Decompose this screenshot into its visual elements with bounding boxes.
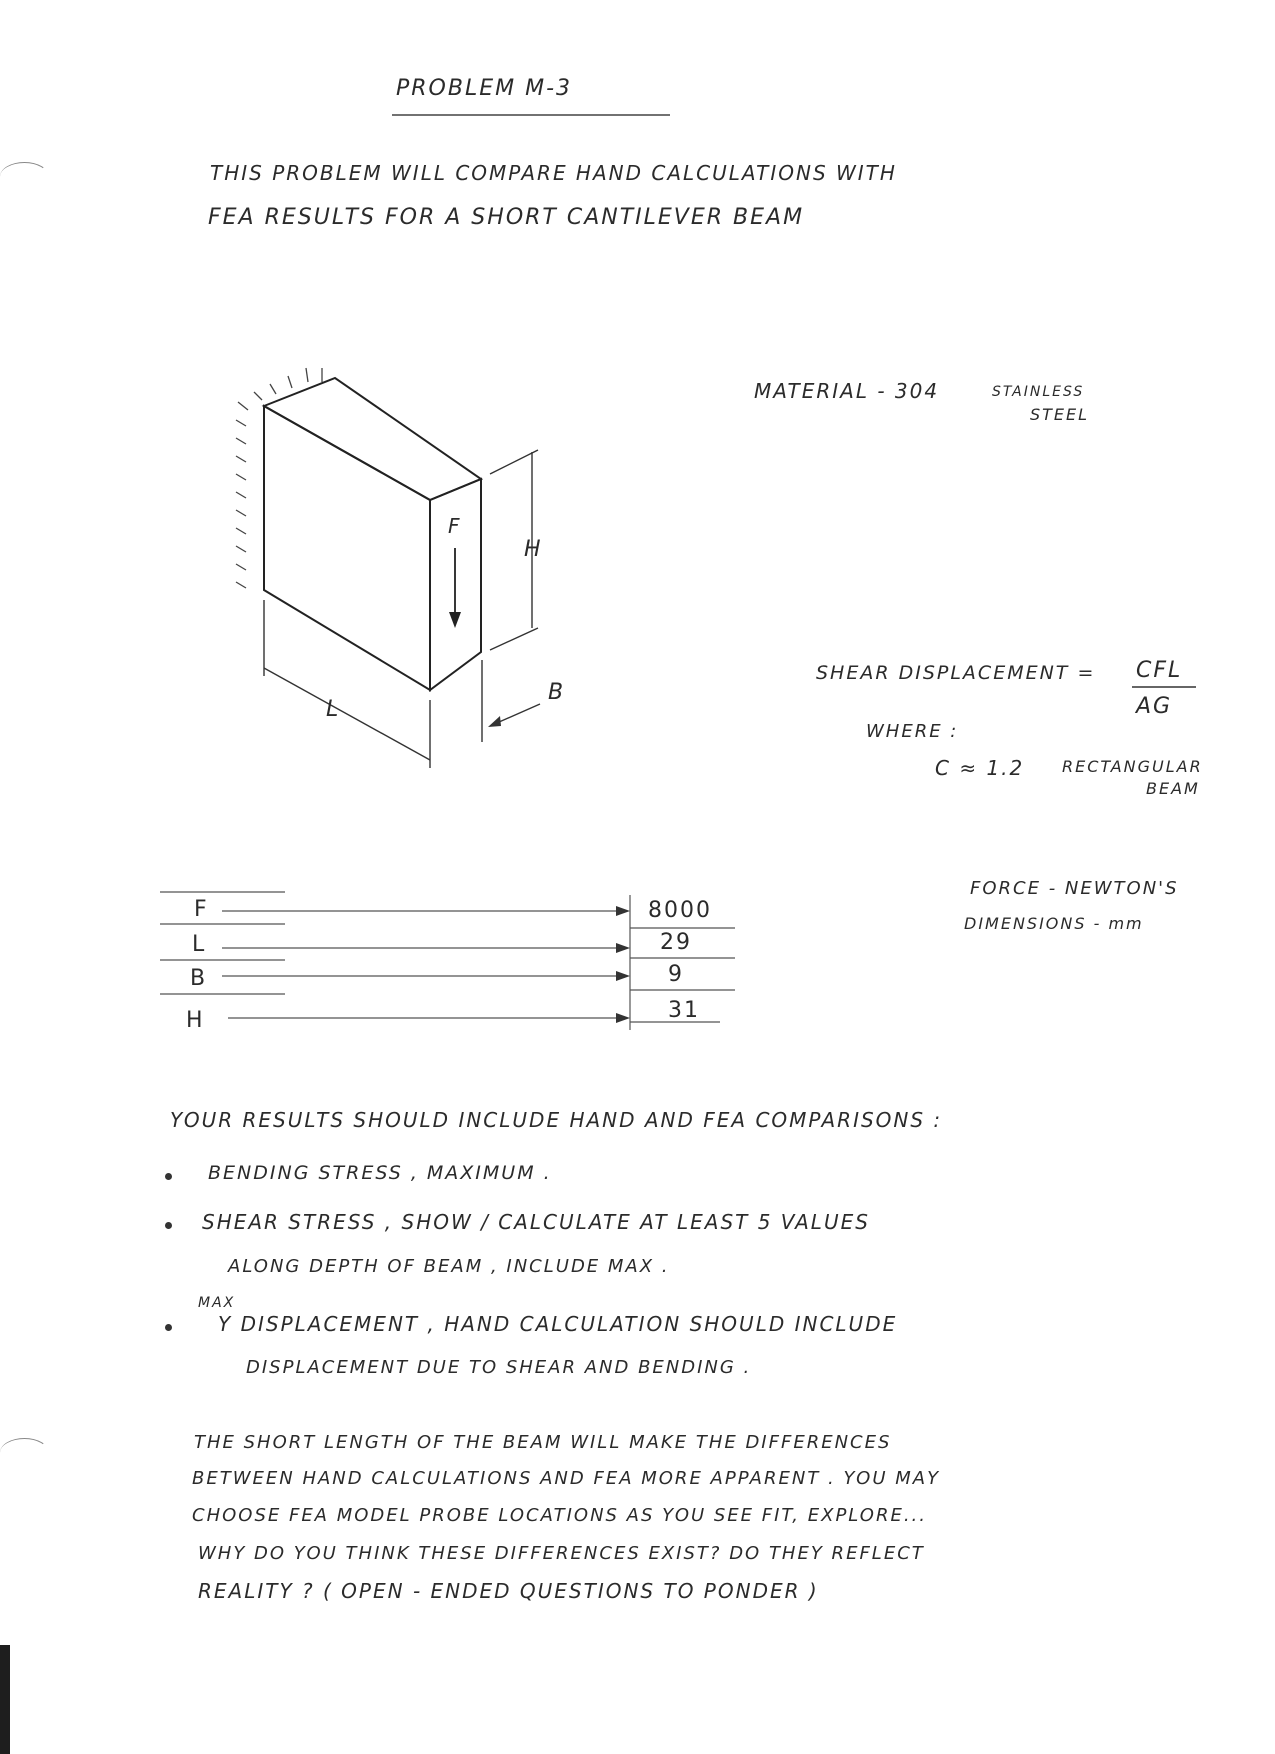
length-label: L (326, 697, 341, 722)
table-value-b: 9 (668, 962, 684, 987)
intro-line-2: FEA RESULTS FOR A SHORT CANTILEVER BEAM (208, 205, 805, 230)
width-dimension (482, 660, 540, 742)
height-label: H (524, 537, 543, 562)
table-symbol-h: H (186, 1008, 205, 1033)
bullet-2-line-1: SHEAR STRESS , SHOW / CALCULATE AT LEAST 5 VALUES (202, 1210, 870, 1234)
shear-displacement-label: SHEAR DISPLACEMENT = (816, 662, 1096, 684)
length-dimension (264, 600, 430, 768)
table-symbol-f: F (194, 897, 209, 922)
shear-constant-note-line-1: RECTANGULAR (1062, 757, 1203, 776)
force-label: F (448, 514, 462, 538)
intro-line-1: THIS PROBLEM WILL COMPARE HAND CALCULATIONS WITH (210, 161, 897, 185)
bullet-3-line-2: DISPLACEMENT DUE TO SHEAR AND BENDING . (246, 1357, 752, 1378)
table-value-f: 8000 (648, 898, 712, 923)
closing-line-3: CHOOSE FEA MODEL PROBE LOCATIONS AS YOU SEE FIT, EXPLORE... (192, 1505, 927, 1526)
bullet-3-max-label: MAX (198, 1295, 236, 1311)
bullet-1-text: BENDING STRESS , MAXIMUM . (208, 1162, 552, 1184)
force-arrow (449, 548, 461, 628)
table-value-l: 29 (660, 930, 692, 955)
table-symbol-l: L (192, 932, 207, 957)
bullet-3 (165, 1324, 172, 1331)
closing-line-1: THE SHORT LENGTH OF THE BEAM WILL MAKE THE DIFFERENCES (194, 1432, 892, 1453)
results-heading: YOUR RESULTS SHOULD INCLUDE HAND AND FEA COMPARISONS : (170, 1108, 943, 1132)
where-label: WHERE : (866, 721, 959, 742)
width-label: B (548, 680, 566, 705)
table-value-h: 31 (668, 998, 700, 1023)
bullet-2 (165, 1222, 172, 1229)
material-value-line-2: STEEL (1030, 405, 1090, 424)
material-value-line-1: STAINLESS (992, 384, 1085, 400)
table-symbol-b: B (190, 966, 208, 991)
closing-line-5: REALITY ? ( OPEN - ENDED QUESTIONS TO PONDER ) (198, 1579, 819, 1603)
closing-line-2: BETWEEN HAND CALCULATIONS AND FEA MORE APPARENT . YOU MAY (192, 1468, 941, 1489)
bullet-2-line-2: ALONG DEPTH OF BEAM , INCLUDE MAX . (228, 1256, 670, 1277)
bullet-1 (165, 1173, 172, 1180)
units-dimensions: DIMENSIONS - mm (964, 914, 1144, 933)
shear-numerator: CFL (1136, 658, 1183, 683)
shear-denominator: AG (1136, 694, 1173, 719)
shear-constant: C ≈ 1.2 (935, 756, 1025, 780)
units-force: FORCE - NEWTON'S (970, 878, 1179, 899)
bullet-3-line-1: Y DISPLACEMENT , HAND CALCULATION SHOULD INCLUDE (218, 1312, 898, 1336)
closing-line-4: WHY DO YOU THINK THESE DIFFERENCES EXIST? DO THEY REFLECT (198, 1543, 925, 1564)
page-title: PROBLEM M-3 (396, 76, 573, 101)
material-label: MATERIAL - 304 (754, 379, 940, 403)
shear-constant-note-line-2: BEAM (1146, 779, 1200, 798)
